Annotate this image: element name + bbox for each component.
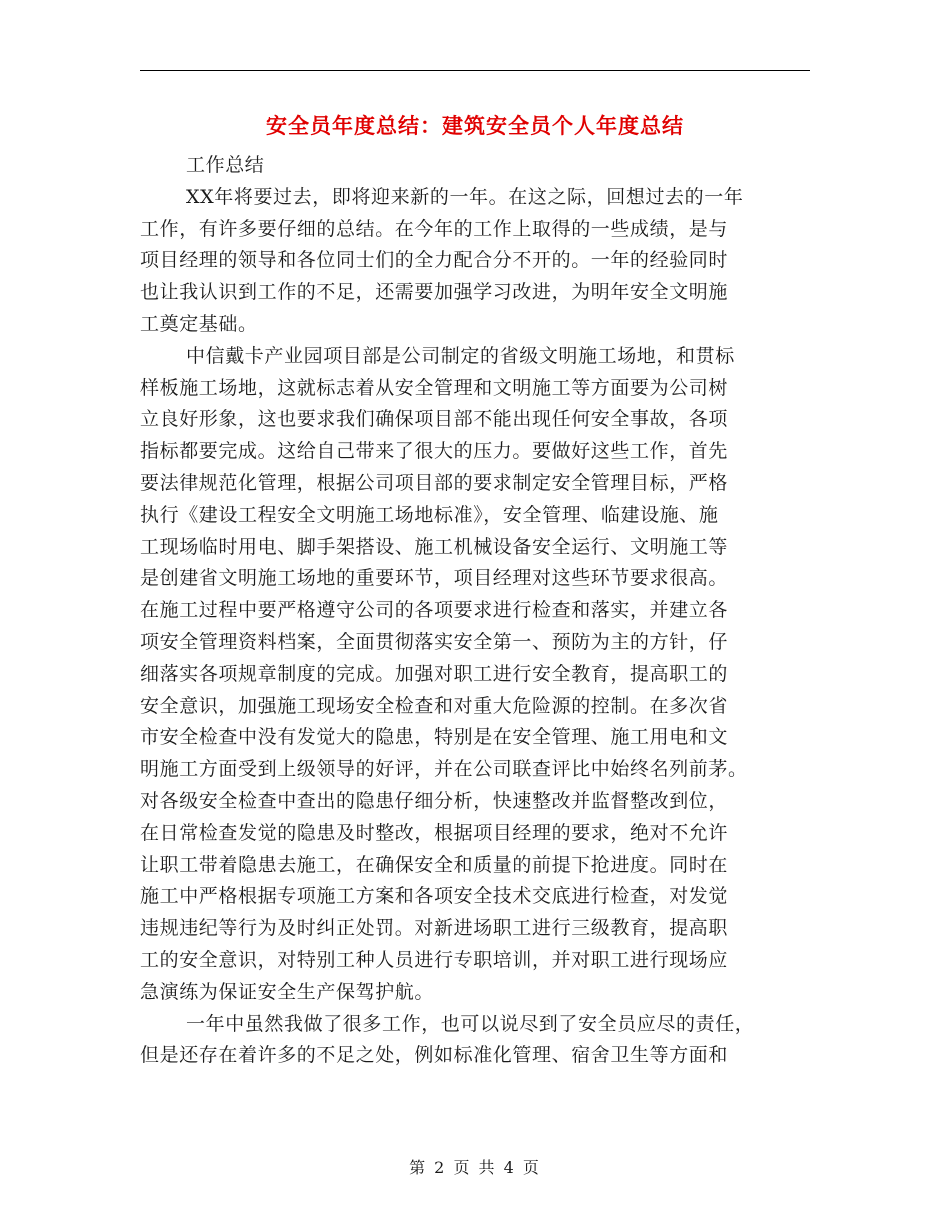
paragraph-line: XX年将要过去，即将迎来新的一年。在这之际，回想过去的一年 bbox=[186, 185, 744, 208]
paragraph-line: 要法律规范化管理，根据公司项目部的要求制定安全管理目标，严格 bbox=[140, 471, 729, 494]
paragraph-line: 一年中虽然我做了很多工作，也可以说尽到了安全员应尽的责任， bbox=[186, 1012, 755, 1035]
document-title: 安全员年度总结：建筑安全员个人年度总结 bbox=[266, 114, 684, 138]
paragraph-line: 在施工过程中要严格遵守公司的各项要求进行检查和落实，并建立各 bbox=[140, 599, 729, 622]
paragraph-line: 急演练为保证安全生产保驾护航。 bbox=[140, 980, 435, 1003]
paragraph-line: 立良好形象，这也要求我们确保项目部不能出现任何安全事故，各项 bbox=[140, 408, 729, 431]
paragraph-line: 工的安全意识，对特别工种人员进行专职培训，并对职工进行现场应 bbox=[140, 948, 729, 971]
paragraph-line: 违规违纪等行为及时纠正处罚。对新进场职工进行三级教育，提高职 bbox=[140, 917, 729, 940]
document-body bbox=[140, 150, 812, 1072]
paragraph-line: 市安全检查中没有发觉大的隐患，特别是在安全管理、施工用电和文 bbox=[140, 726, 729, 749]
paragraph-line: 让职工带着隐患去施工，在确保安全和质量的前提下抢进度。同时在 bbox=[140, 853, 729, 876]
paragraph-line: 工作，有许多要仔细的总结。在今年的工作上取得的一些成绩，是与 bbox=[140, 217, 729, 240]
paragraph-line: 项目经理的领导和各位同士们的全力配合分不开的。一年的经验同时 bbox=[140, 249, 729, 272]
header-rule bbox=[140, 70, 810, 71]
paragraph-line: 对各级安全检查中查出的隐患仔细分析，快速整改并监督整改到位， bbox=[140, 789, 729, 812]
paragraph-line: 也让我认识到工作的不足，还需要加强学习改进，为明年安全文明施 bbox=[140, 281, 729, 304]
paragraph-line: 安全意识，加强施工现场安全检查和对重大危险源的控制。在多次省 bbox=[140, 694, 729, 717]
page-number-footer: 第 2 页 共 4 页 bbox=[409, 1158, 541, 1177]
paragraph-line: 执行《建设工程安全文明施工场地标准》，安全管理、临建设施、施 bbox=[140, 503, 719, 526]
paragraph-line: 工奠定基础。 bbox=[140, 312, 258, 335]
paragraph-line: 明施工方面受到上级领导的好评，并在公司联查评比中始终名列前茅。 bbox=[140, 758, 748, 781]
paragraph-line: 在日常检查发觉的隐患及时整改，根据项目经理的要求，绝对不允许 bbox=[140, 821, 729, 844]
paragraph-line: 细落实各项规章制度的完成。加强对职工进行安全教育，提高职工的 bbox=[140, 662, 729, 685]
paragraph-line: 工现场临时用电、脚手架搭设、施工机械设备安全运行、文明施工等 bbox=[140, 535, 729, 558]
paragraph-line: 但是还存在着许多的不足之处，例如标准化管理、宿舍卫生等方面和 bbox=[140, 1044, 729, 1067]
section-heading: 工作总结 bbox=[186, 154, 265, 176]
paragraph-line: 项安全管理资料档案，全面贯彻落实安全第一、预防为主的方针，仔 bbox=[140, 630, 729, 653]
paragraph-line: 指标都要完成。这给自己带来了很大的压力。要做好这些工作，首先 bbox=[140, 440, 729, 463]
paragraph-line: 是创建省文明施工场地的重要环节，项目经理对这些环节要求很高。 bbox=[140, 567, 729, 590]
paragraph-line: 样板施工场地，这就标志着从安全管理和文明施工等方面要为公司树 bbox=[140, 376, 729, 399]
paragraph-line: 中信戴卡产业园项目部是公司制定的省级文明施工场地，和贯标 bbox=[186, 344, 735, 367]
paragraph-line: 施工中严格根据专项施工方案和各项安全技术交底进行检查，对发觉 bbox=[140, 885, 729, 908]
